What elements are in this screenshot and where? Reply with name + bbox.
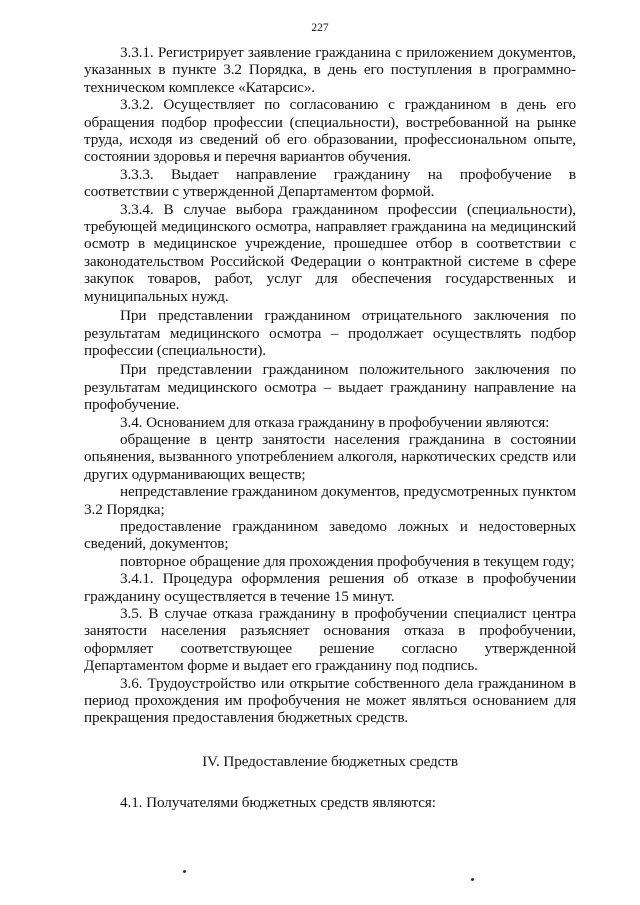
paragraph-3-6: 3.6. Трудоустройство или открытие собственного дела гражданином в период прохождения им профобучения не может являться основанием для прекращения предоставления бюджетных средств.: [84, 674, 576, 727]
document-body: [84, 44, 576, 812]
paragraph-3-4: 3.4. Основанием для отказа гражданину в профобучении являются:: [120, 413, 550, 431]
paragraph-3-3-3: 3.3.3. Выдает направление гражданину на профобучение в соответствии с утвержденной Департаментом формой.: [84, 165, 576, 201]
paragraph-3-4-1: 3.4.1. Процедура оформления решения об отказе в профобучении гражданину осуществляется в течение 15 минут.: [84, 570, 576, 605]
page-number: 227: [311, 22, 329, 34]
paragraph-3-3-4: 3.3.4. В случае выбора гражданином профессии (специальности), требующей медицинского осмотра, направляет гражданина на медицинский осмотр в медицинское учреждение, прошедшее отбор в соответствии с законодательством Российской Федерации о контрактной системе в сфере закупок товаров, работ, услуг для обеспечения государственных и муниципальных нужд.: [84, 200, 576, 305]
refusal-ground-repeat-request: повторное обращение для прохождения профобучения в текущем году;: [120, 552, 575, 570]
paragraph-positive-conclusion: При представлении гражданином положительного заключения по результатам медицинского осмотра – выдает гражданину направление на профобучение.: [84, 361, 576, 414]
paragraph-3-3-2: 3.3.2. Осуществляет по согласованию с гражданином в день его обращения подбор профессии (специальности), востребованной на рынке труда, исходя из сведений об его образовании, профессиональном опыте, состоянии здоровья и перечня вариантов обучения.: [84, 96, 576, 166]
refusal-ground-missing-documents: непредставление гражданином документов, предусмотренных пунктом 3.2 Порядка;: [84, 483, 576, 518]
refusal-ground-false-information: предоставление гражданином заведомо ложных и недостоверных сведений, документов;: [84, 517, 576, 553]
paragraph-4-1: 4.1. Получателями бюджетных средств являются:: [120, 794, 436, 812]
scan-speck: [183, 870, 186, 873]
paragraph-3-5: 3.5. В случае отказа гражданину в профобучении специалист центра занятости населения разъясняет основания отказа в профобучении, оформляет соответствующее решение согласно утвержденной Департаментом форме и выдает его гражданину под подпись.: [84, 605, 576, 675]
scan-speck: [471, 878, 474, 881]
paragraph-negative-conclusion: При представлении гражданином отрицательного заключения по результатам медицинского осмотра – продолжает осуществлять подбор профессии (специальности).: [84, 307, 576, 359]
section-heading: IV. Предоставление бюджетных средств: [202, 752, 458, 770]
paragraph-3-3-1: 3.3.1. Регистрирует заявление гражданина с приложением документов, указанных в пункте 3.2 Порядка, в день его поступления в программно-техническом комплексе «Катарсис».: [84, 44, 576, 96]
refusal-ground-intoxication: обращение в центр занятости населения гражданина в состоянии опьянения, вызванного употреблением алкоголя, наркотических средств или других одурманивающих веществ;: [84, 430, 576, 483]
